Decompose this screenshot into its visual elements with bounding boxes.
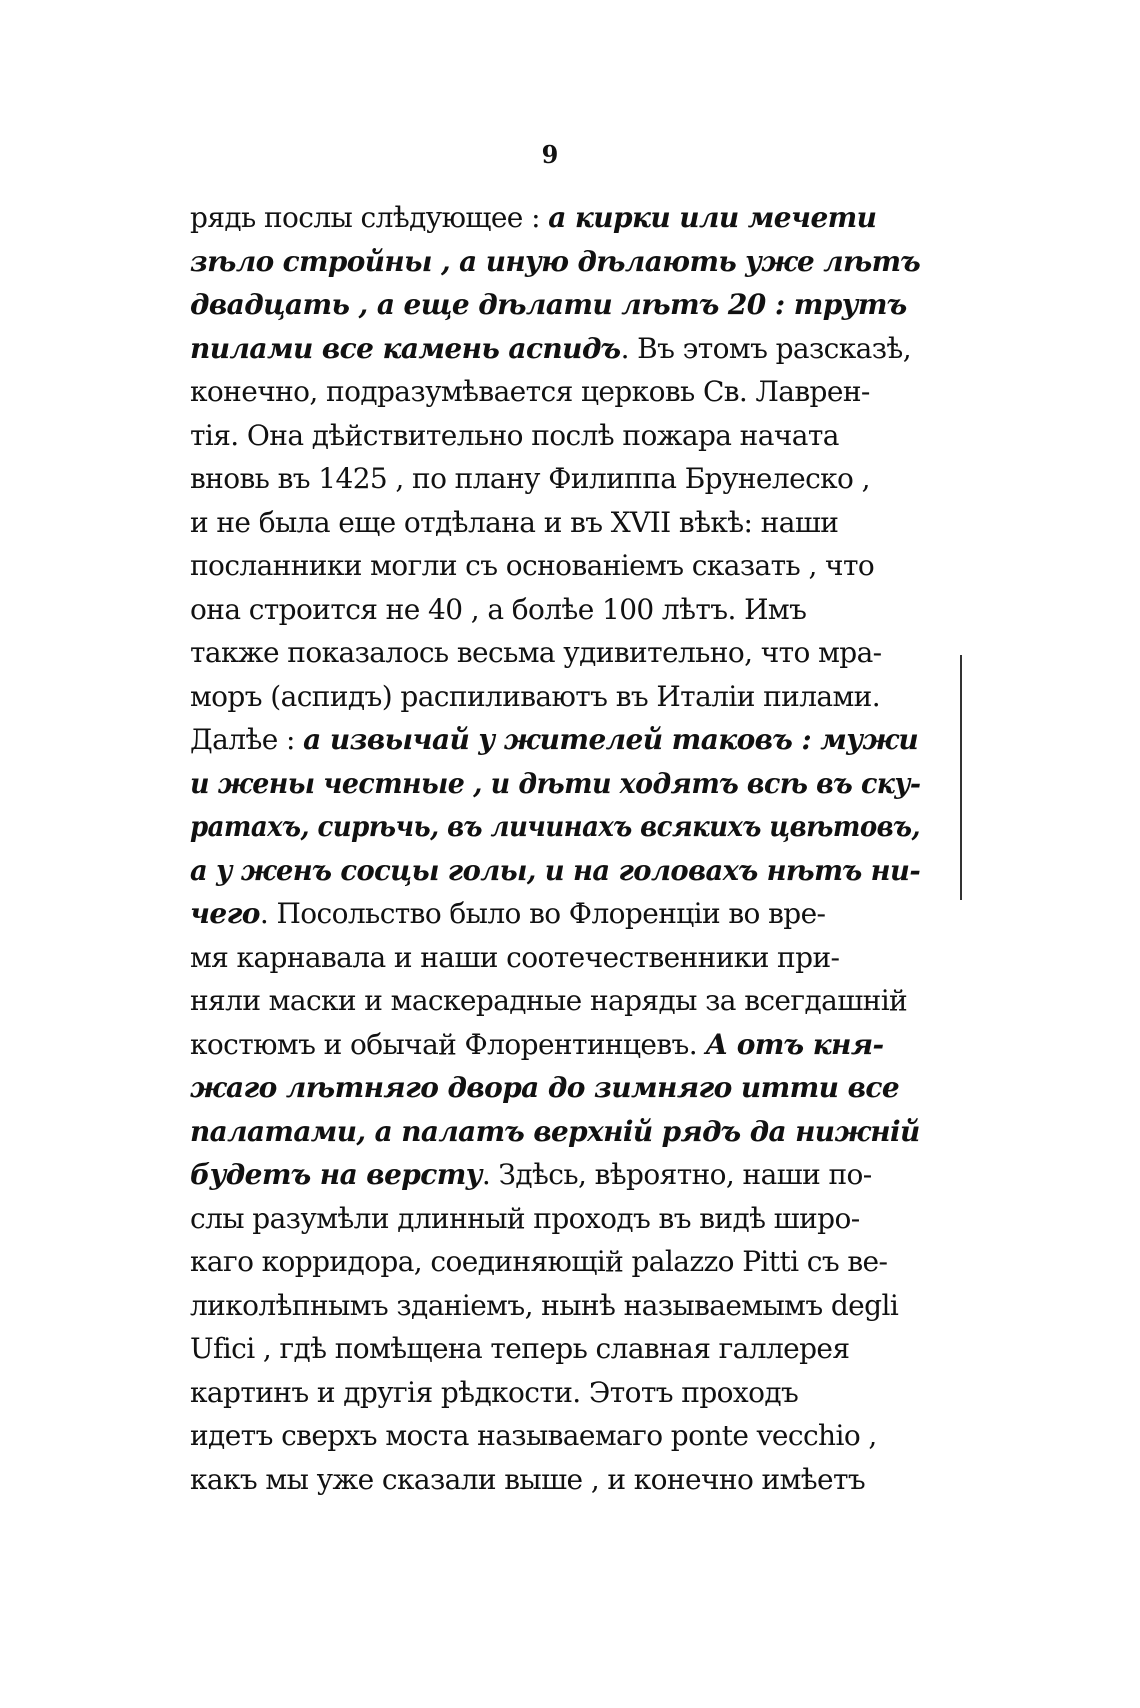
text-segment: также показалось весьма удивительно, что мра-	[190, 636, 882, 669]
text-line	[190, 1327, 920, 1371]
italic-quote-segment: а кирки или мечети	[548, 201, 877, 234]
text-line	[190, 805, 921, 849]
text-line	[190, 1284, 920, 1328]
text-segment: посланники могли съ основаніемъ сказать , что	[190, 549, 875, 582]
text-line	[190, 1414, 920, 1458]
text-line	[190, 588, 920, 632]
text-segment: вновь въ 1425 , по плану Филиппа Брунелеско ,	[190, 462, 870, 495]
text-line	[190, 718, 920, 762]
italic-quote-segment: а у женъ сосцы голы, и на головахъ нѣтъ ни-	[190, 853, 921, 887]
margin-mark	[960, 655, 962, 900]
text-line	[190, 1066, 920, 1110]
italic-quote-segment: а извычай у жителей таковъ : мужи	[303, 723, 919, 756]
text-line	[190, 1023, 920, 1067]
italic-quote-segment: зѣло стройны , а иную дѣлають уже лѣтъ	[190, 244, 921, 278]
text-line	[190, 414, 920, 458]
italic-quote-segment: будетъ на версту	[190, 1158, 482, 1191]
italic-quote-segment: А отъ кня-	[705, 1027, 884, 1061]
text-line	[190, 892, 920, 936]
text-segment: конечно, подразумѣвается церковь Св. Лаврен-	[190, 375, 870, 408]
text-segment: моръ (аспидъ) распиливаютъ въ Италіи пилами.	[190, 679, 881, 713]
text-line	[190, 370, 920, 414]
body-text	[190, 196, 920, 1501]
text-line	[190, 327, 920, 371]
text-segment: мя карнавала и наши соотечественники при-	[190, 940, 840, 974]
text-segment: . Въ этомъ разсказѣ,	[620, 331, 912, 365]
italic-quote-segment: пилами все камень аспидъ	[190, 331, 621, 365]
text-line	[190, 240, 921, 284]
text-segment: . Здѣсь, вѣроятно, наши по-	[481, 1158, 872, 1191]
text-line	[190, 1110, 920, 1154]
text-line	[190, 1240, 920, 1284]
text-line	[190, 283, 920, 327]
italic-quote-segment: палатами, а палатъ верхній рядъ да нижній	[190, 1114, 920, 1148]
text-line	[190, 457, 920, 501]
italic-quote-segment: ратахъ, сирѣчь, въ личинахъ всякихъ цвѣтовъ,	[190, 810, 921, 843]
text-line	[190, 501, 920, 545]
text-segment: она строится не 40 , а болѣе 100 лѣтъ. Имъ	[190, 592, 807, 626]
text-line	[190, 196, 920, 240]
italic-quote-segment: чего	[190, 897, 260, 930]
text-line	[190, 936, 920, 980]
text-segment: няли маски и маскерадные наряды за всегдашній	[190, 984, 908, 1017]
text-segment: тія. Она дѣйствительно послѣ пожара начата	[190, 418, 839, 452]
text-segment: картинъ и другія рѣдкости. Этотъ проходъ	[190, 1375, 799, 1409]
text-line	[190, 631, 920, 675]
page-number: 9	[541, 140, 559, 169]
text-line	[190, 544, 920, 588]
text-segment: ликолѣпнымъ зданіемъ, нынѣ называемымъ degli	[190, 1288, 899, 1322]
text-segment: рядь послы слѣдующее :	[190, 201, 549, 234]
text-segment: и не была еще отдѣлана и въ XVII вѣкѣ: наши	[190, 505, 839, 539]
text-line	[190, 1458, 920, 1502]
italic-quote-segment: двадцать , а еще дѣлати лѣтъ 20 : трутъ	[190, 288, 907, 321]
text-line	[190, 1153, 920, 1197]
text-segment: идетъ сверхъ моста называемаго ponte vecchio ,	[190, 1419, 877, 1452]
italic-quote-segment: и жены честные , и дѣти ходятъ всѣ въ ску-	[190, 766, 921, 800]
text-segment: . Посольство было во Флоренціи во вре-	[259, 897, 826, 930]
italic-quote-segment: жаго лѣтняго двора до зимняго итти все	[190, 1071, 900, 1104]
text-segment: какъ мы уже сказали выше , и конечно имѣетъ	[190, 1462, 866, 1496]
text-segment: Далѣе :	[190, 723, 304, 756]
text-line	[190, 1371, 920, 1415]
text-line	[190, 849, 921, 893]
text-line	[190, 762, 921, 806]
text-line	[190, 1197, 920, 1241]
text-segment: Ufici , гдѣ помѣщена теперь славная галлерея	[190, 1332, 850, 1365]
text-segment: слы разумѣли длинный проходъ въ видѣ широ-	[190, 1201, 860, 1235]
text-line	[190, 979, 920, 1023]
text-segment: костюмъ и обычай Флорентинцевъ.	[190, 1027, 706, 1061]
text-segment: каго корридора, соединяющій palazzo Pitti съ ве-	[190, 1245, 888, 1278]
text-line	[190, 675, 920, 719]
